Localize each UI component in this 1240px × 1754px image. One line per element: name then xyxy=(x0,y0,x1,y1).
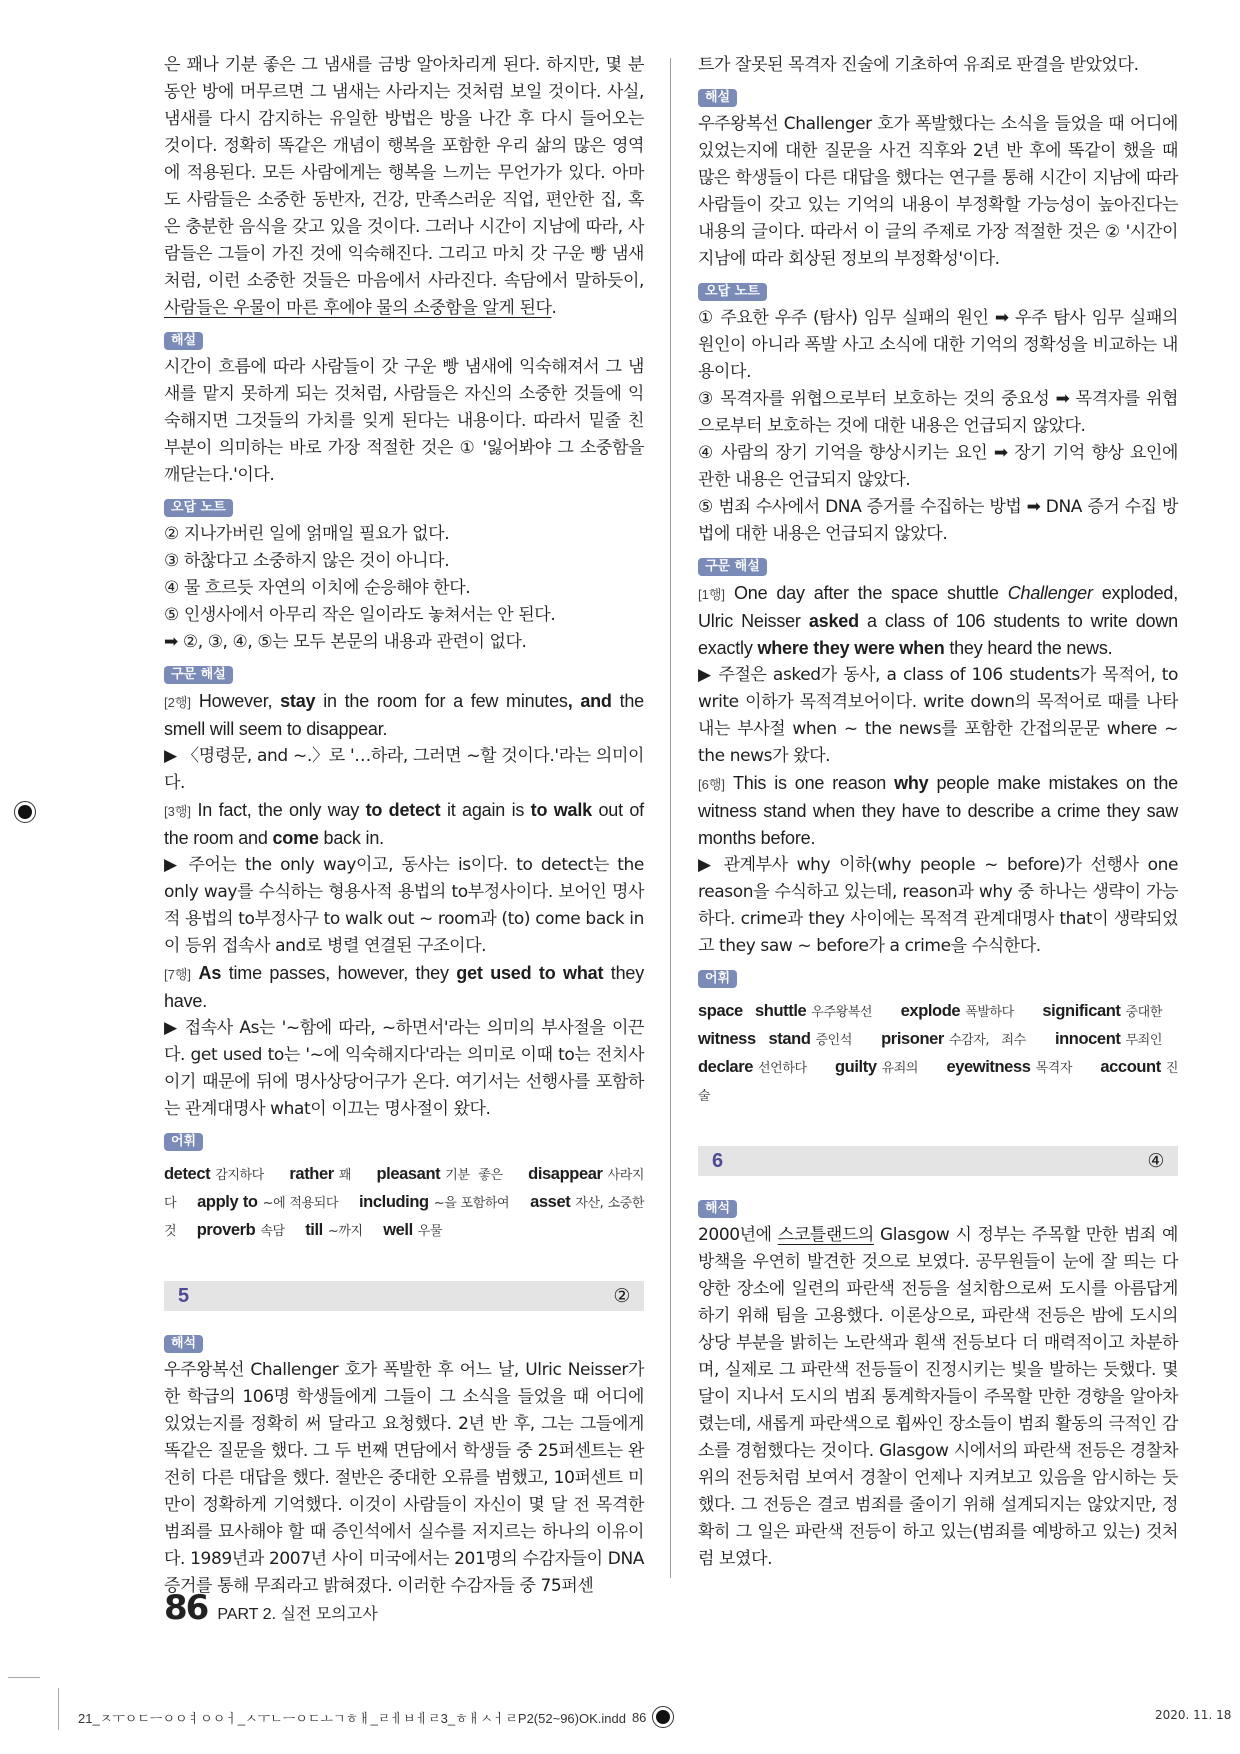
question-header-6 xyxy=(698,1146,1178,1176)
odap-item: ④ 사람의 장기 기억을 향상시키는 요인 ➡ 장기 기억 향상 요인에 관한 내용은 언급되지 않았다. xyxy=(698,443,1178,490)
syntax-line-6: [6행] This is one reason why people make mistakes on the witness stand when they have to describe a crime they saw months before. xyxy=(698,773,1178,848)
page-footer xyxy=(164,1588,378,1628)
label-gumun-haeseol: 구문 해설 xyxy=(164,666,233,684)
syntax-line-7: [7행] As time passes, however, they get used to what they have. xyxy=(164,963,644,1011)
slug-page: 86 xyxy=(631,1709,647,1725)
syntax-line-3: [3행] In fact, the only way to detect it again is to walk out of the room and come back in. xyxy=(164,800,644,848)
syntax-note: ▶ 〈명령문, and ~.〉로 '…하라, 그러면 ~할 것이다.'라는 의미이다. xyxy=(164,746,644,793)
answer-mark: ② xyxy=(613,1284,630,1307)
answer-mark: ④ xyxy=(1147,1149,1164,1172)
slug-date: 2020. 11. 18 xyxy=(1155,1708,1232,1722)
label-odap-note: 오답 노트 xyxy=(164,499,233,517)
left-column xyxy=(164,52,644,1600)
label-vocab: 어휘 xyxy=(698,970,737,988)
question-number: 6 xyxy=(712,1149,723,1172)
crop-mark xyxy=(58,1688,59,1730)
haeseok-continuation: 트가 잘못된 목격자 진술에 기초하여 유죄로 판결을 받았었다. xyxy=(698,55,1139,75)
odap-item: ④ 물 흐르듯 자연의 이치에 순응해야 한다. xyxy=(164,578,471,598)
registration-mark-icon xyxy=(652,1706,674,1728)
label-haeseol: 해설 xyxy=(164,332,203,350)
odap-item: ⑤ 범죄 수사에서 DNA 증거를 수집하는 방법 ➡ DNA 증거 수집 방법에 대한 내용은 언급되지 않았다. xyxy=(698,497,1178,544)
print-slug xyxy=(78,1706,674,1728)
slug-filename: 21_ㅈㅜㅇㄷㅡㅇㅇㅕㅇㅇㅓ_ㅅㅜㄴㅡㅇㄷㅗㄱㅎㅐ_ㄹㅔㅂㅔㄹ3_ㅎㅐㅅㅓㄹP2(52~96)OK.indd xyxy=(78,1710,626,1726)
syntax-note: ▶ 주절은 asked가 동사, a class of 106 students가 목적어, to write 이하가 목적격보어이다. write down의 목적어로 때를 나타내는 부사절 when ~ the news를 포함한 간접의문문 where ~ the news가 왔다. xyxy=(698,665,1178,766)
syntax-note: ▶ 접속사 As는 '~함에 따라, ~하면서'라는 의미의 부사절을 이끈다. get used to는 '~에 익숙해지다'라는 의미로 이때 to는 전치사이기 때문에 뒤에 명사상당어구가 온다. 여기서는 선행사를 포함하는 관계대명사 what이 이끄는 명사절이 왔다. xyxy=(164,1018,644,1119)
haeseol-text: 우주왕복선 Challenger 호가 폭발했다는 소식을 들었을 때 어디에 있었는지에 대한 질문을 사건 직후와 2년 반 후에 똑같이 했을 때 많은 학생들이 다른 대답을 했다는 연구를 통해 시간이 지남에 따라 사람들이 갖고 있는 기억의 내용이 부정확할 가능성이 높아진다는 내용의 글이다. 따라서 이 글의 주제로 가장 적절한 것은 ② '시간이 지남에 따라 회상된 정보의 부정확성'이다. xyxy=(698,114,1178,269)
part-title: PART 2. 실전 모의고사 xyxy=(217,1606,378,1623)
vocab-list: detect 감지하다 rather 꽤 pleasant 기분 좋은 disappear 사라지다 apply to ~에 적용되다 including ~을 포함하여 asset 자산, 소중한 것 proverb 속담 till ~까지 well 우물 xyxy=(164,1165,645,1239)
label-haeseol: 해설 xyxy=(698,89,737,107)
odap-item: ③ 목격자를 위협으로부터 보호하는 것의 중요성 ➡ 목격자를 위협으로부터 보호하는 것에 대한 내용은 언급되지 않았다. xyxy=(698,389,1178,436)
label-haeseok: 해석 xyxy=(164,1335,203,1353)
page-number: 86 xyxy=(164,1588,208,1628)
label-haeseok: 해석 xyxy=(698,1200,737,1218)
column-divider xyxy=(670,58,671,1578)
label-odap-note: 오답 노트 xyxy=(698,283,767,301)
haeseok-text: 우주왕복선 Challenger 호가 폭발한 후 어느 날, Ulric Neisser가 한 학급의 106명 학생들에게 그들이 그 소식을 들었을 때 어디에 있었는지를 정확히 써 달라고 요청했다. 2년 반 후, 그는 그들에게 똑같은 질문을 했다. 그 두 번째 면담에서 학생들 중 25퍼센트는 완전히 다른 대답을 했다. 절반은 중대한 오류를 범했고, 10퍼센트 미만이 정확하게 기억했다. 이것이 사람들이 자신이 몇 달 전 목격한 범죄를 묘사해야 할 때 증인석에서 실수를 저지르는 하나의 이유이다. 1989년과 2007년 사이 미국에서는 201명의 수감자들이 DNA 증거를 통해 무죄라고 밝혀졌다. 이러한 수감자들 중 75퍼센 xyxy=(164,1360,644,1596)
syntax-note: ▶ 관계부사 why 이하(why people ~ before)가 선행사 one reason을 수식하고 있는데, reason과 why 중 하나는 생략이 가능하다. crime과 they 사이에는 목적격 관계대명사 that이 생략되었고 they saw ~ before가 a crime을 수식한다. xyxy=(698,855,1178,956)
odap-item: ③ 하찮다고 소중하지 않은 것이 아니다. xyxy=(164,551,450,571)
right-column xyxy=(698,52,1178,1573)
question-header-5 xyxy=(164,1281,644,1311)
syntax-note: ▶ 주어는 the only way이고, 동사는 is이다. to detect는 the only way를 수식하는 형용사적 용법의 to부정사이다. 보어인 명사적 용법의 to부정사구 to walk out ~ room과 (to) come back in이 등위 접속사 and로 병렬 연결된 구조이다. xyxy=(164,855,644,956)
syntax-line-2: [2행] However, stay in the room for a few minutes, and the smell will seem to disappear. xyxy=(164,691,644,739)
vocab-list: space shuttle 우주왕복선 explode 폭발하다 significant 중대한 witness stand 증인석 prisoner 수감자, 죄수 innocent 무죄인 declare 선언하다 guilty 유죄의 eyewitness 목격자 account 진술 xyxy=(698,1002,1178,1104)
odap-summary: ➡ ②, ③, ④, ⑤는 모두 본문의 내용과 관련이 없다. xyxy=(164,632,527,652)
odap-item: ① 주요한 우주 (탐사) 임무 실패의 원인 ➡ 우주 탐사 임무 실패의 원인이 아니라 폭발 사고 소식에 대한 기억의 정확성을 비교하는 내용이다. xyxy=(698,308,1178,382)
odap-item: ② 지나가버린 일에 얽매일 필요가 없다. xyxy=(164,524,450,544)
underlined-phrase: 사람들은 우물이 마른 후에야 물의 소중함을 알게 된다 xyxy=(164,298,552,318)
registration-mark-icon xyxy=(14,801,36,823)
syntax-line-1: [1행] One day after the space shuttle Challenger exploded, Ulric Neisser asked a class of 106 students to write down exactly where they were when they heard the news. xyxy=(698,583,1178,658)
label-gumun-haeseol: 구문 해설 xyxy=(698,558,767,576)
label-vocab: 어휘 xyxy=(164,1133,203,1151)
question-number: 5 xyxy=(178,1284,189,1307)
haeseok-text: 2000년에 스코틀랜드의 Glasgow 시 정부는 주목할 만한 범죄 예방책을 우연히 발견한 것으로 보였다. 공무원들이 눈에 잘 띄는 다양한 장소에 일련의 파란색 전등을 설치함으로써 도시를 아름답게 하기 위해 팀을 고용했다. 이론상으로, 파란색 전등은 밤에 도시의 상당 부분을 밝히는 노란색과 흰색 전등보다 더 매력적이고 차분하며, 실제로 그 파란색 전등들이 진정시키는 빛을 발하는 듯했다. 몇 달이 지나서 도시의 범죄 통계학자들이 주목할 만한 경향을 알아차렸는데, 새롭게 파란색으로 휩싸인 장소들이 범죄 활동의 극적인 감소를 경험했다는 것이다. Glasgow 시에서의 파란색 전등은 경찰차 위의 전등처럼 보여서 경찰이 언제나 지켜보고 있음을 암시하는 듯했다. 그 전등은 결코 범죄를 줄이기 위해 설계되지는 않았지만, 정확히 그 일은 파란색 전등이 하고 있는(범죄를 예방하고 있는) 것처럼 보였다. xyxy=(698,1225,1178,1569)
odap-item: ⑤ 인생사에서 아무리 작은 일이라도 놓쳐서는 안 된다. xyxy=(164,605,556,625)
crop-mark xyxy=(8,1677,40,1678)
haeseol-text: 시간이 흐름에 따라 사람들이 갓 구운 빵 냄새에 익숙해져서 그 냄새를 맡지 못하게 되는 것처럼, 사람들은 자신의 소중한 것들에 익숙해지면 그것들의 가치를 잊게 된다는 내용이다. 따라서 밑줄 친 부분이 의미하는 바로 가장 적절한 것은 ① '잃어봐야 그 소중함을 깨닫는다.'이다. xyxy=(164,357,644,485)
passage-translation: 은 꽤나 기분 좋은 그 냄새를 금방 알아차리게 된다. 하지만, 몇 분 동안 방에 머무르면 그 냄새는 사라지는 것처럼 보일 것이다. 사실, 냄새를 다시 감지하는 유일한 방법은 방을 나간 후 다시 들어오는 것이다. 정확히 똑같은 개념이 행복을 포함한 우리 삶의 많은 영역에 적용된다. 모든 사람에게는 행복을 느끼는 무언가가 있다. 아마도 사람들은 소중한 동반자, 건강, 만족스러운 직업, 편안한 집, 혹은 충분한 음식을 갖고 있을 것이다. 그러나 시간이 지남에 따라, 사람들은 그들이 가진 것에 익숙해진다. 그리고 마치 갓 구운 빵 냄새처럼, 이런 소중한 것들은 마음에서 사라진다. 속담에서 말하듯이, 사람들은 우물이 마른 후에야 물의 소중함을 알게 된다. xyxy=(164,55,644,318)
